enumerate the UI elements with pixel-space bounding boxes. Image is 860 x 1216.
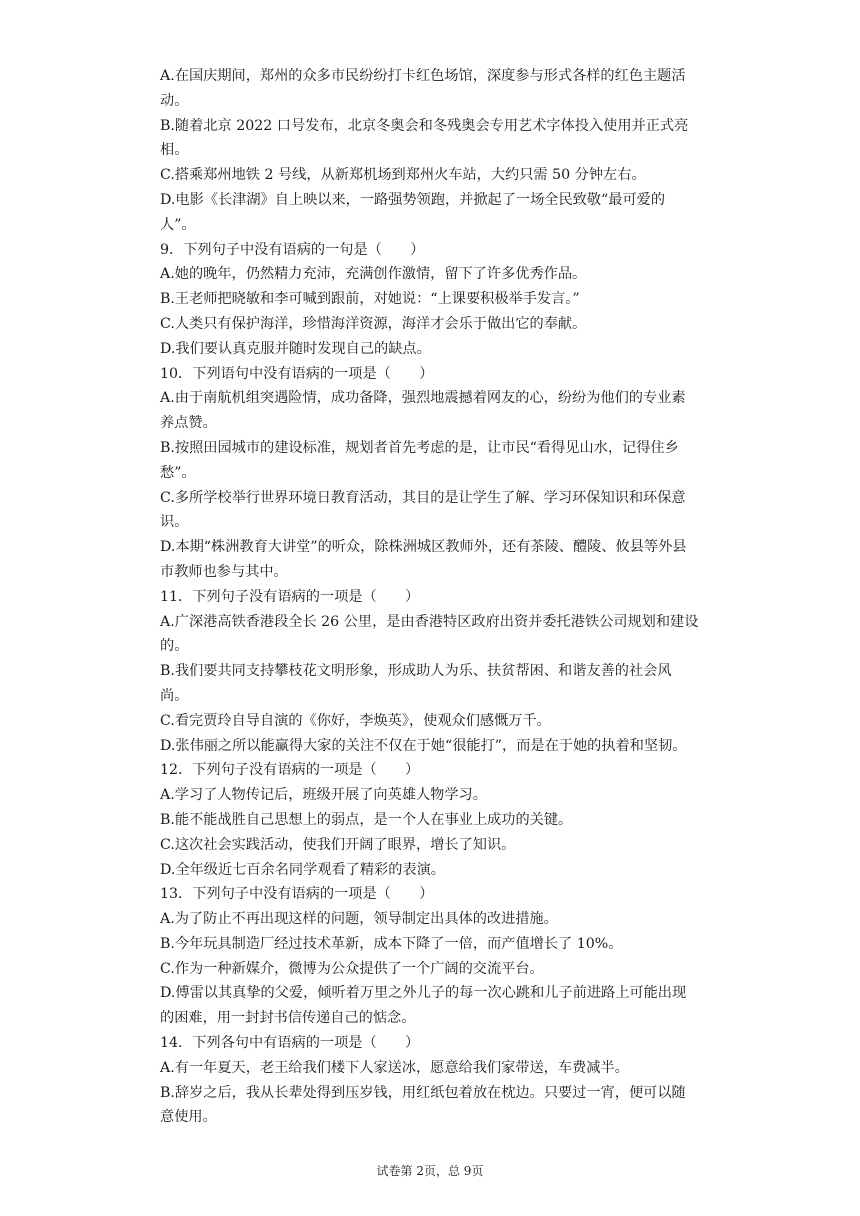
text-line: D.电影《长津湖》自上映以来，一路强势领跑，并掀起了一场全民致敬“最可爱的	[160, 191, 666, 208]
text-line: C.这次社会实践活动，使我们开阔了眼界，增长了知识。	[160, 836, 516, 853]
page-footer: 试卷第 2页，总 9页	[376, 1164, 484, 1178]
text-line: B.按照田园城市的建设标准，规划者首先考虑的是，让市民“看得见山水，记得住乡	[160, 439, 679, 456]
text-line: 尚。	[160, 687, 189, 704]
question-stem: 12．下列句子没有语病的一项是（ ）	[160, 762, 420, 779]
text-line: A.她的晚年，仍然精力充沛，充满创作激情，留下了许多优秀作品。	[160, 266, 587, 283]
text-line: C.作为一种新媒介，微博为公众提供了一个广阔的交流平台。	[160, 960, 544, 977]
document-body	[160, 64, 735, 1130]
question-stem: 14．下列各句中有语病的一项是（ ）	[160, 1035, 420, 1052]
text-line: C.多所学校举行世界环境日教育活动，其目的是让学生了解、学习环保知识和环保意	[160, 489, 686, 506]
text-line: B.辞岁之后，我从长辈处得到压岁钱，用红纸包着放在枕边。只要过一宵，便可以随	[160, 1084, 686, 1101]
text-line: 相。	[160, 142, 189, 159]
text-line: D.张伟丽之所以能赢得大家的关注不仅在于她“很能打”，而是在于她的执着和坚韧。	[160, 737, 687, 754]
text-line: D.全年级近七百余名同学观看了精彩的表演。	[160, 861, 445, 878]
text-line: 识。	[160, 514, 189, 531]
text-line: B.王老师把晓敏和李可喊到跟前，对她说：“上课要积极举手发言。”	[160, 291, 580, 308]
text-line: A.学习了人物传记后，班级开展了向英雄人物学习。	[160, 787, 487, 804]
text-line: 市教师也参与其中。	[160, 563, 288, 580]
question-stem: 11．下列句子没有语病的一项是（ ）	[160, 588, 420, 605]
text-line: 的。	[160, 638, 189, 655]
text-line: C.人类只有保护海洋，珍惜海洋资源，海洋才会乐于做出它的奉献。	[160, 315, 587, 332]
text-line: 养点赞。	[160, 415, 217, 432]
text-line: D.我们要认真克服并随时发现自己的缺点。	[160, 340, 431, 357]
text-line: B.今年玩具制造厂经过技术革新，成本下降了一倍，而产值增长了 10%。	[160, 935, 623, 952]
text-line: 意使用。	[160, 1109, 217, 1126]
text-line: A.由于南航机组突遇险情，成功备降，强烈地震撼着网友的心，纷纷为他们的专业素	[160, 390, 686, 407]
text-line: D.傅雷以其真挚的父爱，倾听着万里之外儿子的每一次心跳和儿子前进路上可能出现	[160, 985, 687, 1002]
question-stem: 10．下列语句中没有语病的一项是（ ）	[160, 365, 434, 382]
text-line: A.有一年夏天，老王给我们楼下人家送冰，愿意给我们家带送，车费减半。	[160, 1059, 629, 1076]
text-line: 愁”。	[160, 464, 196, 481]
text-line: C.看完贾玲自导自演的《你好，李焕英》，使观众们感慨万千。	[160, 712, 551, 729]
text-line: B.随着北京 2022 口号发布，北京冬奥会和冬残奥会专用艺术字体投入使用并正式亮	[160, 117, 689, 134]
text-line: B.我们要共同支持攀枝花文明形象，形成助人为乐、扶贫帮困、和谐友善的社会风	[160, 663, 672, 680]
text-line: C.搭乘郑州地铁 2 号线，从新郑机场到郑州火车站，大约只需 50 分钟左右。	[160, 167, 646, 184]
text-line: A.为了防止不再出现这样的问题，领导制定出具体的改进措施。	[160, 911, 558, 928]
text-line: A.在国庆期间，郑州的众多市民纷纷打卡红色场馆，深度参与形式各样的红色主题活	[160, 68, 686, 84]
text-line: 的困难，用一封封书信传递自己的惦念。	[160, 1010, 416, 1027]
text-line: A.广深港高铁香港段全长 26 公里，是由香港特区政府出资并委托港铁公司规划和建设	[160, 613, 699, 630]
text-line: 动。	[160, 92, 189, 109]
text-line: B.能不能战胜自己思想上的弱点，是一个人在事业上成功的关键。	[160, 811, 573, 828]
question-stem: 13．下列句子中没有语病的一项是（ ）	[160, 886, 434, 903]
question-stem: 9．下列句子中没有语病的一句是（ ）	[160, 241, 425, 258]
text-line: 人”。	[160, 216, 196, 233]
text-line: D.本期“株洲教育大讲堂”的听众，除株洲城区教师外，还有茶陵、醴陵、攸县等外县	[160, 539, 687, 556]
